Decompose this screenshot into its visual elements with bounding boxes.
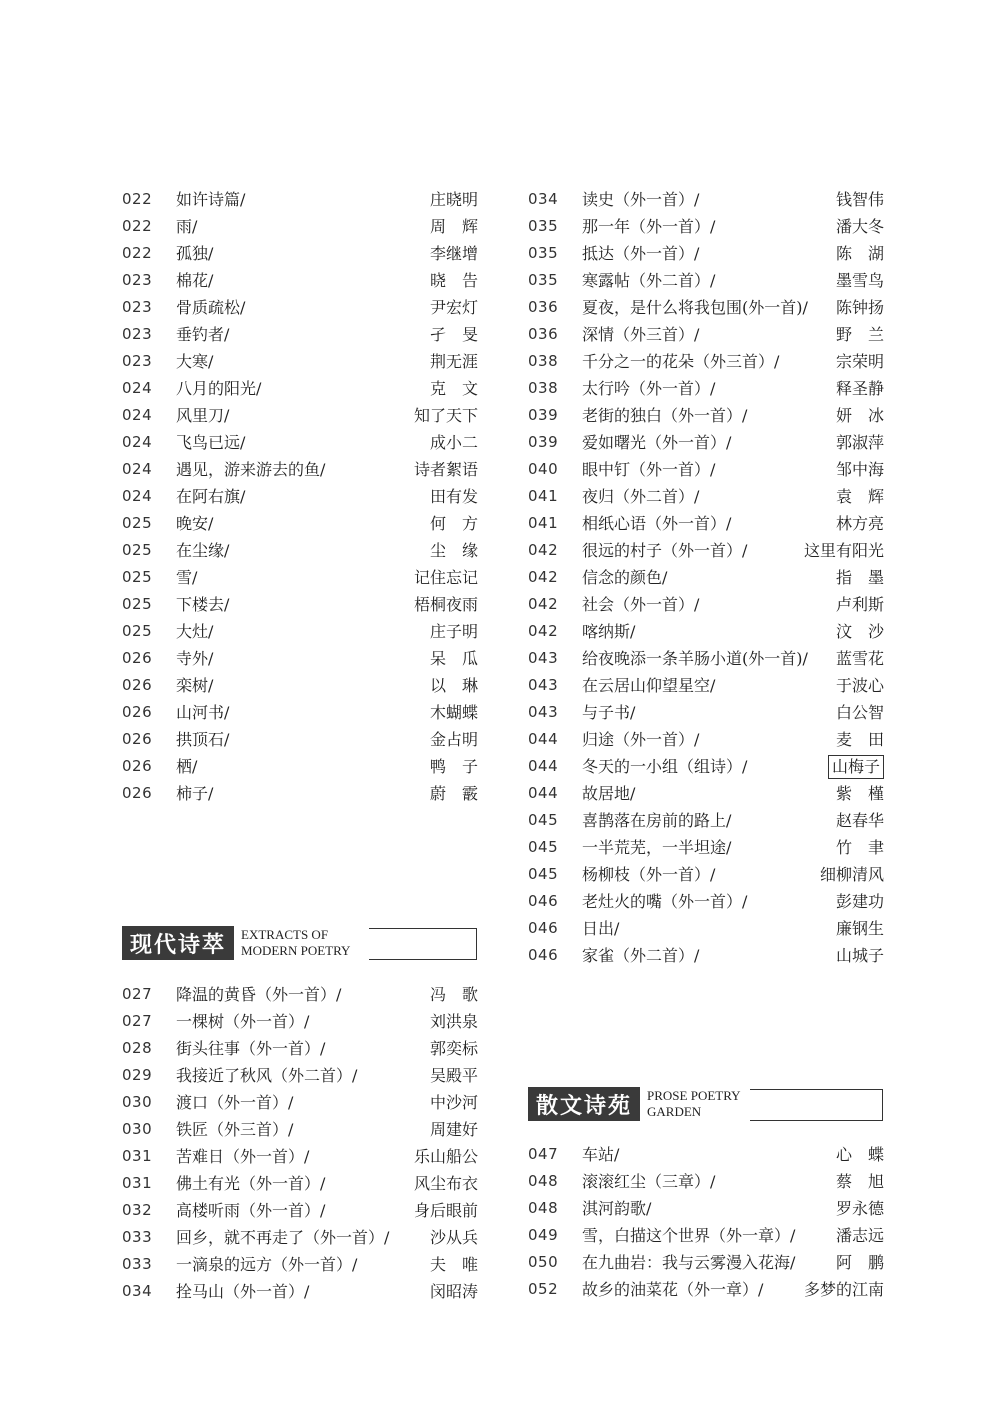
toc-entry (528, 834, 884, 861)
toc-author: 尘 缘 (429, 541, 478, 560)
toc-author: 呆 瓜 (429, 649, 478, 668)
toc-title: 故乡的油菜花（外一章）/ (582, 1280, 764, 1299)
toc-entry (528, 564, 884, 591)
toc-title: 雪/ (176, 568, 198, 587)
toc-title: 抵达（外一首）/ (582, 244, 700, 263)
toc-page-number: 026 (122, 730, 153, 748)
toc-entry (122, 1008, 478, 1035)
toc-author: 阿 鹏 (835, 1253, 884, 1272)
toc-page-number: 041 (528, 487, 559, 505)
toc-title: 在云居山仰望星空/ (582, 676, 716, 695)
toc-entry (122, 1170, 478, 1197)
prose-poetry-toc-list (528, 1141, 884, 1303)
toc-author: 卢利斯 (835, 595, 884, 614)
toc-title: 在九曲岩：我与云雾漫入花海/ (582, 1253, 796, 1272)
toc-entry (528, 375, 884, 402)
toc-entry (528, 861, 884, 888)
toc-author: 潘大冬 (835, 217, 884, 236)
toc-page-number: 049 (528, 1226, 559, 1244)
toc-author: 妍 冰 (835, 406, 884, 425)
toc-page-number: 025 (122, 541, 153, 559)
toc-title: 家雀（外二首）/ (582, 946, 700, 965)
toc-page-number: 033 (122, 1255, 153, 1273)
toc-title: 喜鹊落在房前的路上/ (582, 811, 732, 830)
toc-page-number: 040 (528, 460, 559, 478)
toc-author: 诗者絮语 (413, 460, 478, 479)
toc-title: 街头往事（外一首）/ (176, 1039, 326, 1058)
toc-author: 竹 聿 (835, 838, 884, 857)
toc-entry (528, 1168, 884, 1195)
toc-page-number: 025 (122, 622, 153, 640)
toc-page-number: 033 (122, 1228, 153, 1246)
toc-author: 野 兰 (835, 325, 884, 344)
toc-title: 晚安/ (176, 514, 214, 533)
toc-entry (122, 348, 478, 375)
toc-author: 夫 唯 (429, 1255, 478, 1274)
toc-title: 回乡，就不再走了（外一首）/ (176, 1228, 390, 1247)
toc-page-number: 025 (122, 568, 153, 586)
toc-author: 庄晓明 (429, 190, 478, 209)
toc-entry (122, 1143, 478, 1170)
toc-entry (528, 510, 884, 537)
section-title: 现代诗萃 (122, 926, 234, 960)
toc-title: 故居地/ (582, 784, 636, 803)
toc-author: 袁 辉 (835, 487, 884, 506)
toc-author: 何 方 (429, 514, 478, 533)
toc-page-number: 031 (122, 1174, 153, 1192)
toc-entry (528, 591, 884, 618)
toc-author: 山城子 (835, 946, 884, 965)
toc-title: 社会（外一首）/ (582, 595, 700, 614)
toc-page-number: 024 (122, 460, 153, 478)
toc-page-number: 036 (528, 298, 559, 316)
toc-title: 夜归（外二首）/ (582, 487, 700, 506)
toc-page-number: 052 (528, 1280, 559, 1298)
right-toc-list (528, 186, 884, 969)
toc-entry (122, 321, 478, 348)
toc-author: 闵昭涛 (429, 1282, 478, 1301)
toc-title: 降温的黄昏（外一首）/ (176, 985, 342, 1004)
toc-entry (122, 753, 478, 780)
toc-title: 爱如曙光（外一首）/ (582, 433, 732, 452)
toc-page-number: 024 (122, 487, 153, 505)
toc-author: 潘志远 (835, 1226, 884, 1245)
toc-title: 高楼听雨（外一首）/ (176, 1201, 326, 1220)
toc-page-number: 022 (122, 244, 153, 262)
toc-author: 墨雪鸟 (835, 271, 884, 290)
toc-page-number: 038 (528, 379, 559, 397)
toc-author: 蔡 旭 (835, 1172, 884, 1191)
toc-author: 汶 沙 (835, 622, 884, 641)
toc-title: 我接近了秋风（外二首）/ (176, 1066, 358, 1085)
toc-author: 周 辉 (429, 217, 478, 236)
toc-page-number: 027 (122, 1012, 153, 1030)
toc-page-number: 030 (122, 1093, 153, 1111)
toc-author: 吴殿平 (429, 1066, 478, 1085)
toc-author: 克 文 (429, 379, 478, 398)
toc-author: 细柳清风 (819, 865, 884, 884)
toc-entry (528, 1141, 884, 1168)
toc-author: 沙从兵 (429, 1228, 478, 1247)
toc-title: 杨柳枝（外一首）/ (582, 865, 716, 884)
toc-entry (528, 780, 884, 807)
toc-author: 荆无涯 (429, 352, 478, 371)
toc-page-number: 028 (122, 1039, 153, 1057)
toc-entry (122, 402, 478, 429)
toc-page-number: 024 (122, 406, 153, 424)
toc-author: 于波心 (835, 676, 884, 695)
toc-page-number: 026 (122, 703, 153, 721)
toc-title: 与子书/ (582, 703, 636, 722)
toc-page-number: 050 (528, 1253, 559, 1271)
toc-page-number: 026 (122, 784, 153, 802)
toc-entry (122, 981, 478, 1008)
toc-author: 廉钢生 (835, 919, 884, 938)
toc-entry (528, 672, 884, 699)
toc-page-number: 026 (122, 676, 153, 694)
toc-author: 冯 歌 (429, 985, 478, 1004)
toc-title: 棉花/ (176, 271, 214, 290)
toc-title: 寒露帖（外二首）/ (582, 271, 716, 290)
toc-page-number: 039 (528, 406, 559, 424)
toc-title: 很远的村子（外一首）/ (582, 541, 748, 560)
section-header-modern-poetry (122, 926, 478, 960)
toc-entry (122, 1062, 478, 1089)
toc-page-number: 044 (528, 757, 559, 775)
toc-page-number: 030 (122, 1120, 153, 1138)
toc-entry (528, 942, 884, 969)
toc-author: 释圣静 (835, 379, 884, 398)
toc-title: 一半荒芜，一半坦途/ (582, 838, 732, 857)
toc-entry (528, 483, 884, 510)
toc-entry (122, 483, 478, 510)
toc-entry (122, 294, 478, 321)
toc-author: 邹中海 (835, 460, 884, 479)
toc-title: 深情（外三首）/ (582, 325, 700, 344)
section-english-line2: MODERN POETRY (241, 943, 351, 958)
toc-page-number: 046 (528, 892, 559, 910)
toc-title: 信念的颜色/ (582, 568, 668, 587)
toc-page-number: 022 (122, 217, 153, 235)
toc-page-number: 023 (122, 325, 153, 343)
toc-title: 寺外/ (176, 649, 214, 668)
toc-entry (122, 699, 478, 726)
toc-title: 太行吟（外一首）/ (582, 379, 716, 398)
toc-page-number: 023 (122, 298, 153, 316)
toc-author: 紫 槿 (835, 784, 884, 803)
toc-page-number: 043 (528, 649, 559, 667)
toc-page-number: 043 (528, 676, 559, 694)
toc-page-number: 024 (122, 433, 153, 451)
toc-page-number: 029 (122, 1066, 153, 1084)
toc-title: 山河书/ (176, 703, 230, 722)
toc-entry (122, 375, 478, 402)
toc-page-number: 025 (122, 514, 153, 532)
toc-entry (528, 1195, 884, 1222)
toc-page-number: 035 (528, 244, 559, 262)
toc-page-number: 042 (528, 622, 559, 640)
toc-entry (528, 402, 884, 429)
toc-page-number: 031 (122, 1147, 153, 1165)
toc-page-number: 047 (528, 1145, 559, 1163)
toc-entry (122, 429, 478, 456)
toc-title: 大寒/ (176, 352, 214, 371)
toc-page-number: 023 (122, 352, 153, 370)
toc-page-number: 045 (528, 811, 559, 829)
toc-entry (528, 1222, 884, 1249)
toc-entry (122, 1197, 478, 1224)
toc-author: 郭奕标 (429, 1039, 478, 1058)
toc-page-number: 045 (528, 865, 559, 883)
toc-title: 如许诗篇/ (176, 190, 246, 209)
toc-title: 在阿右旗/ (176, 487, 246, 506)
toc-page-number: 036 (528, 325, 559, 343)
toc-page-number: 026 (122, 649, 153, 667)
section-header-frame (369, 928, 477, 960)
toc-entry (122, 1035, 478, 1062)
toc-entry (528, 1249, 884, 1276)
toc-entry (122, 564, 478, 591)
toc-author: 白公智 (835, 703, 884, 722)
toc-author: 心 蝶 (835, 1145, 884, 1164)
toc-entry (122, 780, 478, 807)
toc-entry (528, 807, 884, 834)
toc-page-number: 048 (528, 1199, 559, 1217)
section-english-line2: GARDEN (647, 1104, 702, 1119)
toc-author: 中沙河 (429, 1093, 478, 1112)
toc-author: 罗永德 (835, 1199, 884, 1218)
toc-entry (528, 753, 884, 780)
toc-page-number: 034 (122, 1282, 153, 1300)
section-header-prose-poetry (528, 1087, 884, 1121)
toc-entry (122, 1251, 478, 1278)
toc-page-number: 046 (528, 919, 559, 937)
toc-page-number: 043 (528, 703, 559, 721)
section-english-line1: EXTRACTS OF (241, 927, 329, 942)
toc-title: 拴马山（外一首）/ (176, 1282, 310, 1301)
toc-author: 金占明 (429, 730, 478, 749)
section-english-line1: PROSE POETRY (647, 1088, 741, 1103)
toc-author: 孑 旻 (429, 325, 478, 344)
toc-entry (528, 267, 884, 294)
toc-entry (122, 186, 478, 213)
toc-entry (528, 726, 884, 753)
toc-entry (122, 618, 478, 645)
toc-title: 喀纳斯/ (582, 622, 636, 641)
toc-page-number: 039 (528, 433, 559, 451)
toc-entry (528, 429, 884, 456)
toc-entry (528, 348, 884, 375)
toc-title: 在尘缘/ (176, 541, 230, 560)
toc-entry (122, 240, 478, 267)
toc-entry (122, 537, 478, 564)
toc-page-number: 044 (528, 730, 559, 748)
toc-author: 蓝雪花 (835, 649, 884, 668)
toc-title: 给夜晚添一条羊肠小道(外一首)/ (582, 649, 808, 668)
toc-page-number: 032 (122, 1201, 153, 1219)
toc-title: 拱顶石/ (176, 730, 230, 749)
toc-entry (528, 294, 884, 321)
toc-title: 孤独/ (176, 244, 214, 263)
toc-author: 郭淑萍 (835, 433, 884, 452)
toc-entry (122, 213, 478, 240)
toc-entry (528, 915, 884, 942)
toc-title: 雨/ (176, 217, 198, 236)
toc-page-number: 022 (122, 190, 153, 208)
toc-title: 柿子/ (176, 784, 214, 803)
toc-entry (122, 267, 478, 294)
toc-entry (122, 1116, 478, 1143)
toc-entry (528, 456, 884, 483)
toc-entry (528, 888, 884, 915)
toc-title: 佛土有光（外一首）/ (176, 1174, 326, 1193)
toc-author: 成小二 (429, 433, 478, 452)
toc-author: 乐山船公 (413, 1147, 478, 1166)
toc-title: 相纸心语（外一首）/ (582, 514, 732, 533)
modern-poetry-toc-list (122, 981, 478, 1305)
toc-author: 知了天下 (413, 406, 478, 425)
toc-page-number: 035 (528, 217, 559, 235)
toc-title: 那一年（外一首）/ (582, 217, 716, 236)
toc-author: 山梅子 (828, 755, 884, 779)
toc-page-number: 025 (122, 595, 153, 613)
toc-entry (122, 510, 478, 537)
toc-page-number: 027 (122, 985, 153, 1003)
toc-title: 风里刀/ (176, 406, 230, 425)
toc-entry (122, 672, 478, 699)
toc-page-number: 023 (122, 271, 153, 289)
toc-author: 周建好 (429, 1120, 478, 1139)
toc-page-number: 044 (528, 784, 559, 802)
toc-author: 陈钟扬 (835, 298, 884, 317)
toc-title: 垂钓者/ (176, 325, 230, 344)
toc-page-number: 026 (122, 757, 153, 775)
toc-title: 夏夜，是什么将我包围(外一首)/ (582, 298, 808, 317)
toc-author: 田有发 (429, 487, 478, 506)
toc-entry (122, 645, 478, 672)
toc-author: 李继增 (429, 244, 478, 263)
toc-author: 记住忘记 (413, 568, 478, 587)
toc-entry (528, 186, 884, 213)
toc-entry (528, 537, 884, 564)
section-title: 散文诗苑 (528, 1087, 640, 1121)
toc-author: 林方亮 (835, 514, 884, 533)
toc-title: 一棵树（外一首）/ (176, 1012, 310, 1031)
toc-title: 老街的独白（外一首）/ (582, 406, 748, 425)
toc-title: 铁匠（外三首）/ (176, 1120, 294, 1139)
toc-entry (122, 456, 478, 483)
toc-title: 读史（外一首）/ (582, 190, 700, 209)
toc-entry (528, 213, 884, 240)
toc-title: 一滴泉的远方（外一首）/ (176, 1255, 358, 1274)
toc-entry (528, 618, 884, 645)
section-header-frame (750, 1089, 883, 1121)
toc-entry (528, 240, 884, 267)
toc-author: 陈 湖 (835, 244, 884, 263)
toc-title: 苦难日（外一首）/ (176, 1147, 310, 1166)
toc-author: 以 琳 (429, 676, 478, 695)
toc-entry (528, 699, 884, 726)
toc-title: 栖/ (176, 757, 198, 776)
toc-title: 千分之一的花朵（外三首）/ (582, 352, 780, 371)
toc-author: 宗荣明 (835, 352, 884, 371)
toc-entry (122, 1278, 478, 1305)
toc-author: 钱智伟 (835, 190, 884, 209)
toc-author: 刘洪泉 (429, 1012, 478, 1031)
toc-author: 这里有阳光 (803, 541, 884, 560)
toc-title: 八月的阳光/ (176, 379, 262, 398)
toc-author: 多梦的江南 (803, 1280, 884, 1299)
toc-page-number: 042 (528, 541, 559, 559)
toc-author: 蔚 霰 (429, 784, 478, 803)
toc-page-number: 048 (528, 1172, 559, 1190)
toc-author: 指 墨 (835, 568, 884, 587)
toc-title: 归途（外一首）/ (582, 730, 700, 749)
toc-page-number: 042 (528, 595, 559, 613)
toc-page-number: 046 (528, 946, 559, 964)
toc-author: 庄子明 (429, 622, 478, 641)
toc-author: 晓 告 (429, 271, 478, 290)
toc-title: 骨质疏松/ (176, 298, 246, 317)
toc-entry (528, 321, 884, 348)
toc-page-number: 038 (528, 352, 559, 370)
toc-entry (122, 726, 478, 753)
toc-title: 遇见，游来游去的鱼/ (176, 460, 326, 479)
toc-title: 大灶/ (176, 622, 214, 641)
toc-entry (528, 1276, 884, 1303)
toc-page-number: 035 (528, 271, 559, 289)
toc-author: 赵春华 (835, 811, 884, 830)
toc-title: 雪，白描这个世界（外一章）/ (582, 1226, 796, 1245)
toc-title: 滚滚红尘（三章）/ (582, 1172, 716, 1191)
section-english-title (234, 926, 381, 960)
toc-title: 渡口（外一首）/ (176, 1093, 294, 1112)
toc-entry (122, 1089, 478, 1116)
toc-author: 鸭 子 (429, 757, 478, 776)
toc-title: 栾树/ (176, 676, 214, 695)
toc-title: 日出/ (582, 919, 620, 938)
toc-author: 木蝴蝶 (429, 703, 478, 722)
toc-author: 风尘布衣 (413, 1174, 478, 1193)
toc-entry (122, 591, 478, 618)
toc-author: 彭建功 (835, 892, 884, 911)
toc-author: 尹宏灯 (429, 298, 478, 317)
toc-page-number: 024 (122, 379, 153, 397)
toc-title: 下楼去/ (176, 595, 230, 614)
toc-author: 麦 田 (835, 730, 884, 749)
toc-entry (122, 1224, 478, 1251)
toc-page-number: 045 (528, 838, 559, 856)
toc-title: 车站/ (582, 1145, 620, 1164)
toc-title: 冬天的一小组（组诗）/ (582, 757, 748, 776)
left-toc-list (122, 186, 478, 807)
toc-author: 梧桐夜雨 (413, 595, 478, 614)
toc-title: 眼中钉（外一首）/ (582, 460, 716, 479)
toc-author: 身后眼前 (413, 1201, 478, 1220)
toc-title: 淇河韵歌/ (582, 1199, 652, 1218)
toc-entry (528, 645, 884, 672)
toc-page-number: 034 (528, 190, 559, 208)
toc-title: 老灶火的嘴（外一首）/ (582, 892, 748, 911)
toc-page-number: 041 (528, 514, 559, 532)
toc-title: 飞鸟已远/ (176, 433, 246, 452)
toc-page-number: 042 (528, 568, 559, 586)
